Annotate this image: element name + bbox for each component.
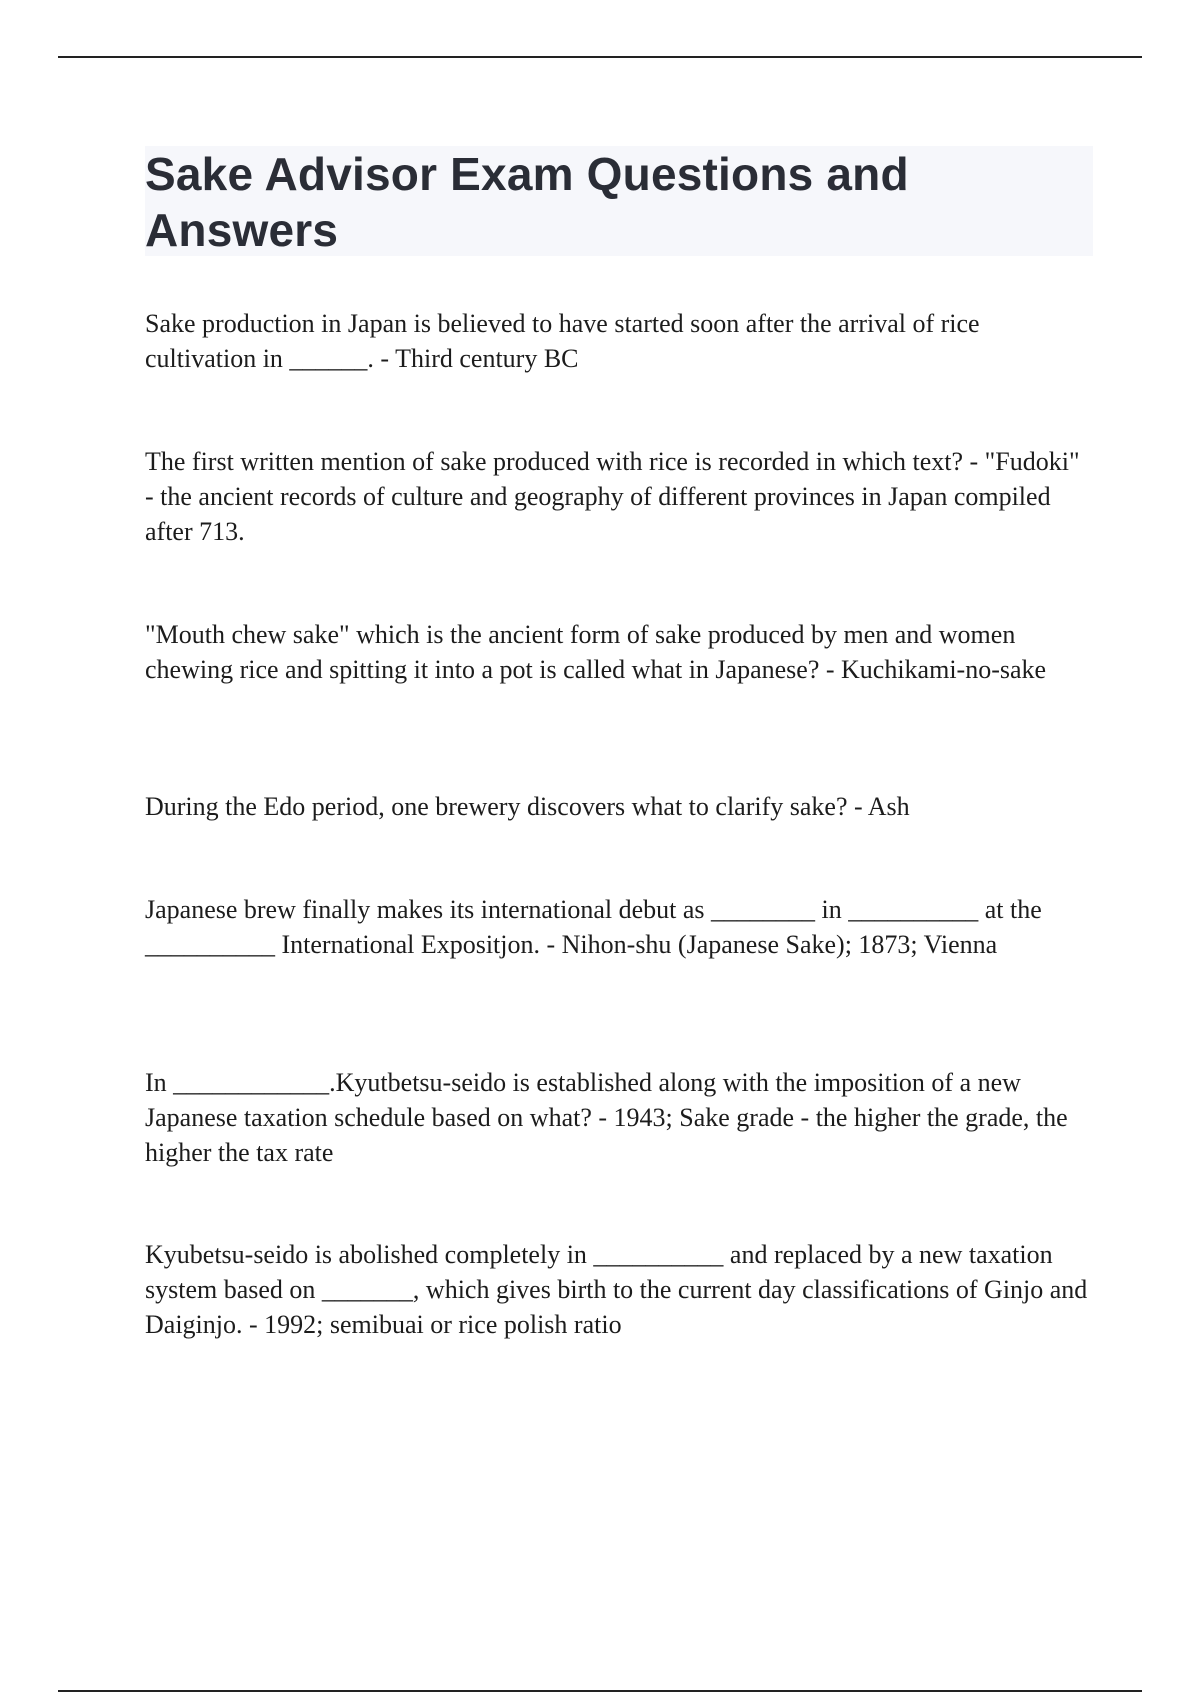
title-banner xyxy=(145,146,1093,256)
bottom-divider xyxy=(58,1690,1142,1692)
qa-item: Kyubetsu-seido is abolished completely in __________ and replaced by a new taxation system based on _______, which gives birth to the current day classifications of Ginjo and Daiginjo. - 1992; semibuai or rice polish ratio xyxy=(145,1240,1088,1339)
qa-item: Sake production in Japan is believed to have started soon after the arrival of rice cultivation in ______. - Third century BC xyxy=(145,309,980,373)
qa-item: Japanese brew finally makes its international debut as ________ in __________ at the __________ International Expositjon. - Nihon-shu (Japanese Sake); 1873; Vienna xyxy=(145,895,1042,959)
top-divider xyxy=(58,56,1142,58)
qa-item: "Mouth chew sake" which is the ancient form of sake produced by men and women chewing rice and spitting it into a pot is called what in Japanese? - Kuchikami-no-sake xyxy=(145,620,1047,684)
document-title: Sake Advisor Exam Questions and Answers xyxy=(145,148,909,256)
qa-item: In ____________.Kyutbetsu-seido is established along with the imposition of a new Japanese taxation schedule based on what? - 1943; Sake grade - the higher the grade, the higher the tax rate xyxy=(145,1068,1068,1167)
qa-item: The first written mention of sake produced with rice is recorded in which text? - "Fudoki" - the ancient records of culture and geography of different provinces in Japan compiled after 713. xyxy=(145,447,1080,546)
qa-item: During the Edo period, one brewery discovers what to clarify sake? - Ash xyxy=(145,792,910,821)
